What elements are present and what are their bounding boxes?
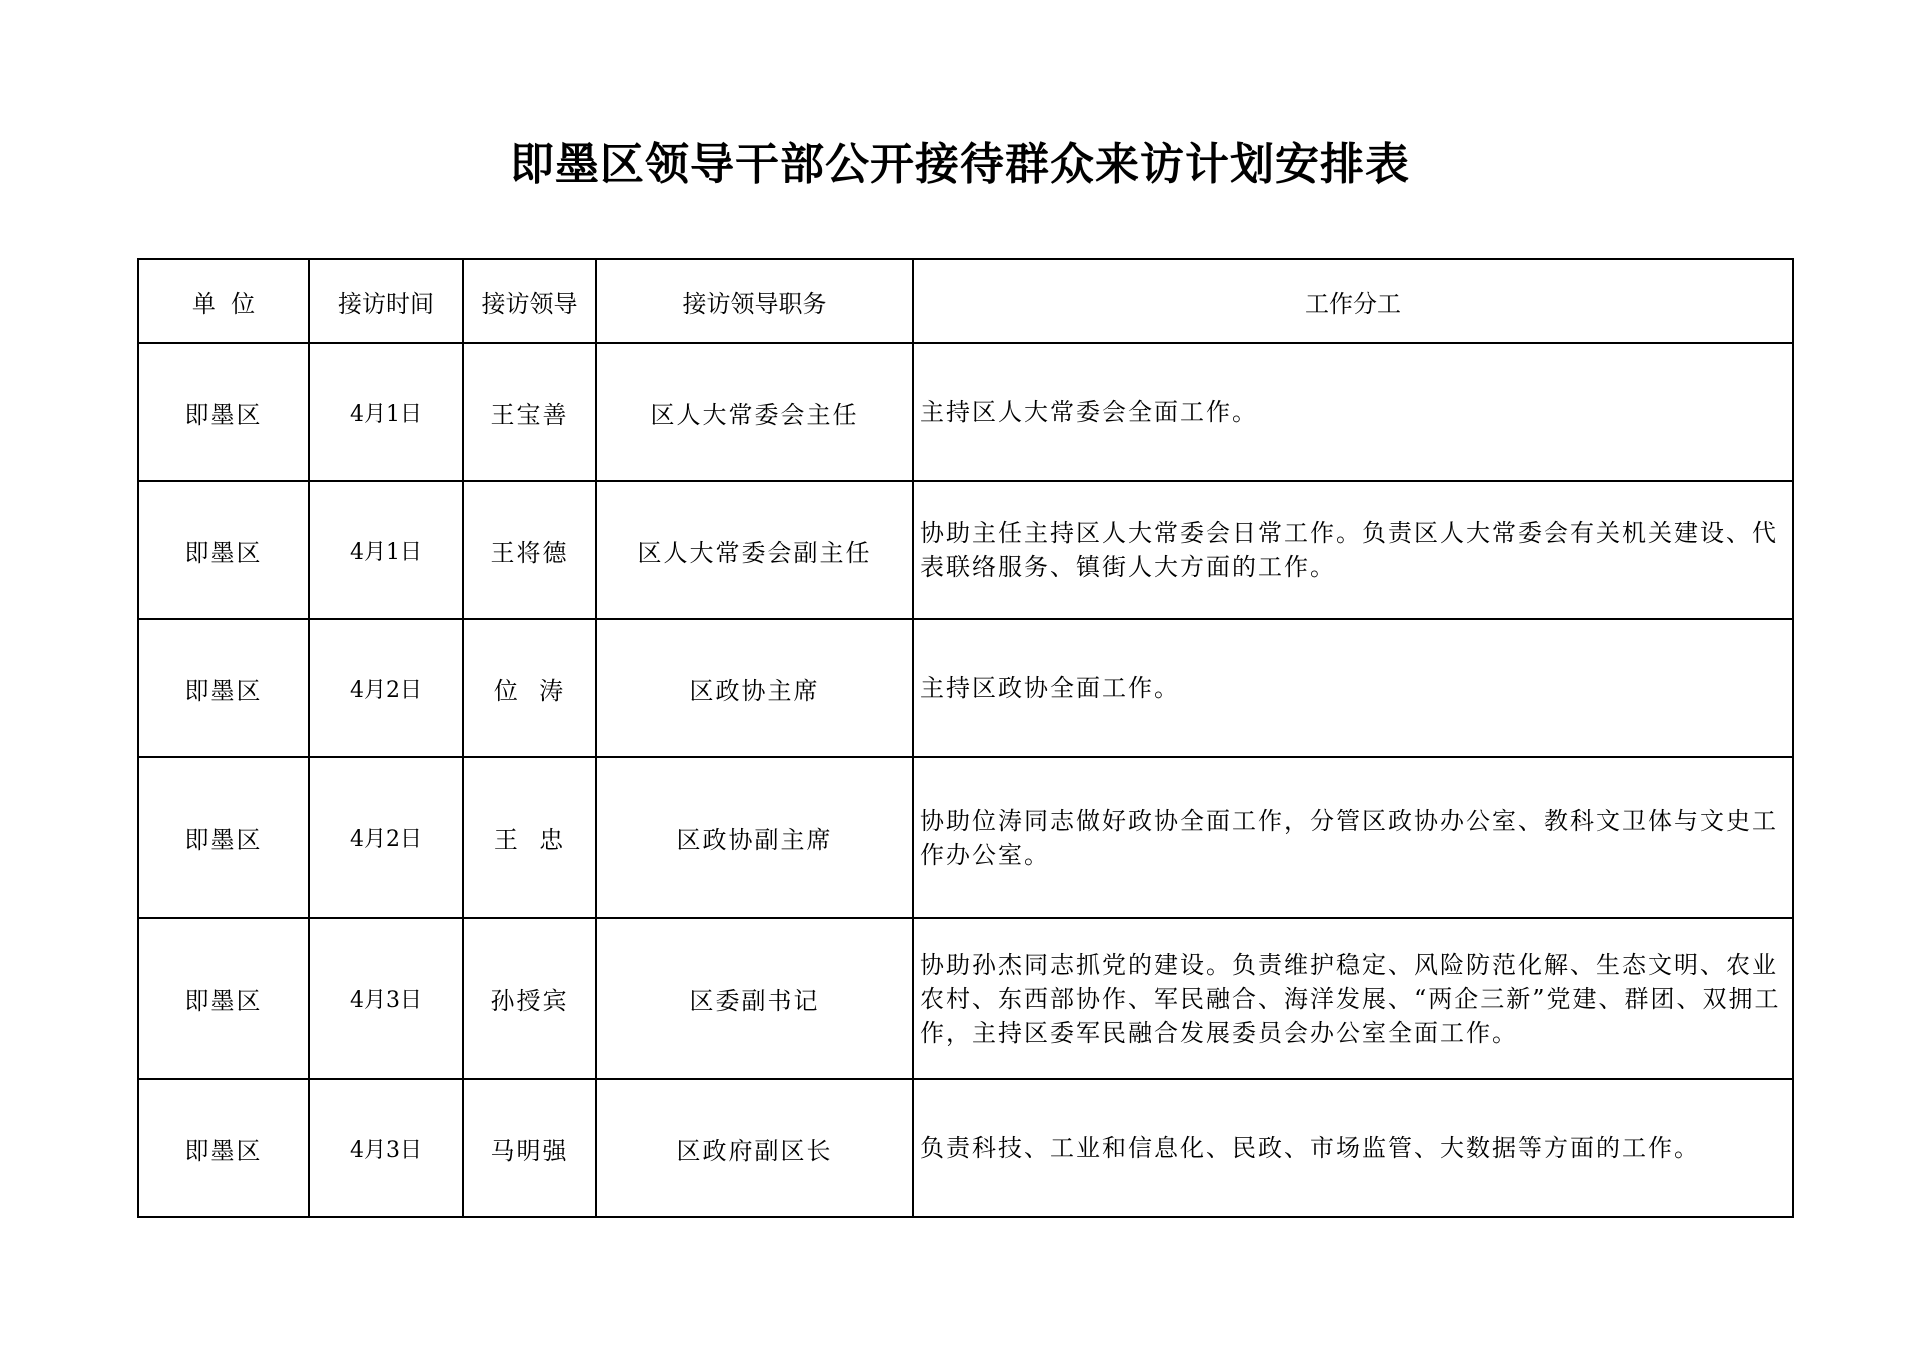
cell-unit: 即墨区 — [138, 1079, 309, 1217]
cell-position: 区人大常委会主任 — [596, 343, 913, 481]
visit-schedule-table — [137, 258, 1794, 1218]
table-header-row — [138, 259, 1793, 343]
cell-duty: 协助主任主持区人大常委会日常工作。负责区人大常委会有关机关建设、代表联络服务、镇街人大方面的工作。 — [913, 481, 1793, 619]
cell-unit: 即墨区 — [138, 343, 309, 481]
table-row — [138, 619, 1793, 757]
cell-duty: 主持区人大常委会全面工作。 — [913, 343, 1793, 481]
cell-leader: 王将德 — [463, 481, 596, 619]
cell-date: 4月3日 — [309, 918, 463, 1079]
cell-unit: 即墨区 — [138, 619, 309, 757]
cell-position: 区政府副区长 — [596, 1079, 913, 1217]
cell-position: 区人大常委会副主任 — [596, 481, 913, 619]
cell-position: 区委副书记 — [596, 918, 913, 1079]
table-row — [138, 481, 1793, 619]
cell-date: 4月1日 — [309, 343, 463, 481]
header-duty: 工作分工 — [913, 259, 1793, 343]
table-row — [138, 918, 1793, 1079]
header-position: 接访领导职务 — [596, 259, 913, 343]
cell-leader: 马明强 — [463, 1079, 596, 1217]
cell-leader: 王宝善 — [463, 343, 596, 481]
cell-duty: 协助位涛同志做好政协全面工作，分管区政协办公室、教科文卫体与文史工作办公室。 — [913, 757, 1793, 918]
cell-leader: 位 涛 — [463, 619, 596, 757]
cell-duty: 主持区政协全面工作。 — [913, 619, 1793, 757]
cell-position: 区政协副主席 — [596, 757, 913, 918]
header-unit: 单 位 — [138, 259, 309, 343]
table-row — [138, 343, 1793, 481]
cell-duty: 协助孙杰同志抓党的建设。负责维护稳定、风险防范化解、生态文明、农业农村、东西部协作、军民融合、海洋发展、“两企三新”党建、群团、双拥工作，主持区委军民融合发展委员会办公室全面工作。 — [913, 918, 1793, 1079]
header-leader: 接访领导 — [463, 259, 596, 343]
cell-date: 4月1日 — [309, 481, 463, 619]
page-title: 即墨区领导干部公开接待群众来访计划安排表 — [510, 139, 1410, 190]
cell-date: 4月2日 — [309, 619, 463, 757]
cell-date: 4月2日 — [309, 757, 463, 918]
cell-leader: 孙授宾 — [463, 918, 596, 1079]
header-date: 接访时间 — [309, 259, 463, 343]
cell-position: 区政协主席 — [596, 619, 913, 757]
cell-date: 4月3日 — [309, 1079, 463, 1217]
table-row — [138, 1079, 1793, 1217]
cell-unit: 即墨区 — [138, 918, 309, 1079]
cell-duty: 负责科技、工业和信息化、民政、市场监管、大数据等方面的工作。 — [913, 1079, 1793, 1217]
cell-unit: 即墨区 — [138, 757, 309, 918]
cell-unit: 即墨区 — [138, 481, 309, 619]
table-row — [138, 757, 1793, 918]
cell-leader: 王 忠 — [463, 757, 596, 918]
